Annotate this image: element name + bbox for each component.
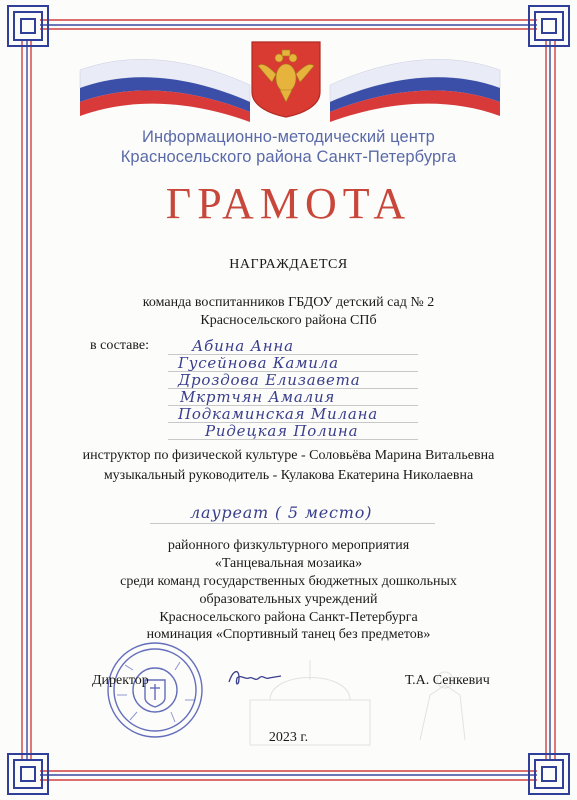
event-line3: среди команд государственных бюджетных дошкольных — [120, 574, 457, 589]
director-label: Директор — [92, 673, 149, 688]
issue-year: 2023 г. — [268, 730, 309, 745]
director-signature — [225, 664, 285, 690]
event-line4: образовательных учреждений — [199, 592, 378, 607]
certificate-title: ГРАМОТА — [165, 179, 412, 228]
member-name: Гусейнова Камила — [178, 354, 339, 372]
member-name: Дроздова Елизавета — [178, 371, 361, 389]
member-name: Подкаминская Милана — [178, 405, 379, 423]
member-name: Ридецкая Полина — [205, 422, 359, 440]
composition-label: в составе: — [90, 338, 150, 353]
awarded-heading: НАГРАЖДАЕТСЯ — [229, 257, 348, 272]
director-name: Т.А. Сенкевич — [405, 673, 490, 688]
place-handwritten: лауреат ( 5 место) — [190, 503, 373, 522]
official-stamp — [105, 640, 205, 740]
team-line2: Красносельского района СПб — [200, 313, 377, 328]
music-director-line: музыкальный руководитель - Кулакова Екатерина Николаевна — [103, 468, 474, 483]
member-name: Мкртчян Амалия — [180, 388, 336, 406]
organization-name-line2: Красносельского района Санкт-Петербурга — [120, 148, 457, 166]
coat-of-arms-icon — [250, 40, 322, 118]
event-line6: номинация «Спортивный танец без предметов» — [146, 627, 431, 642]
member-name: Абина Анна — [192, 337, 294, 355]
team-line1: команда воспитанников ГБДОУ детский сад № 2 — [142, 295, 435, 310]
instructor-line: инструктор по физической культуре - Соловьёва Марина Витальевна — [82, 448, 495, 463]
event-line1: районного физкультурного мероприятия — [167, 538, 410, 553]
event-line5: Красносельского района Санкт-Петербурга — [159, 610, 418, 625]
event-line2: «Танцевальная мозаика» — [214, 556, 363, 571]
organization-name-line1: Информационно-методический центр — [142, 128, 435, 146]
